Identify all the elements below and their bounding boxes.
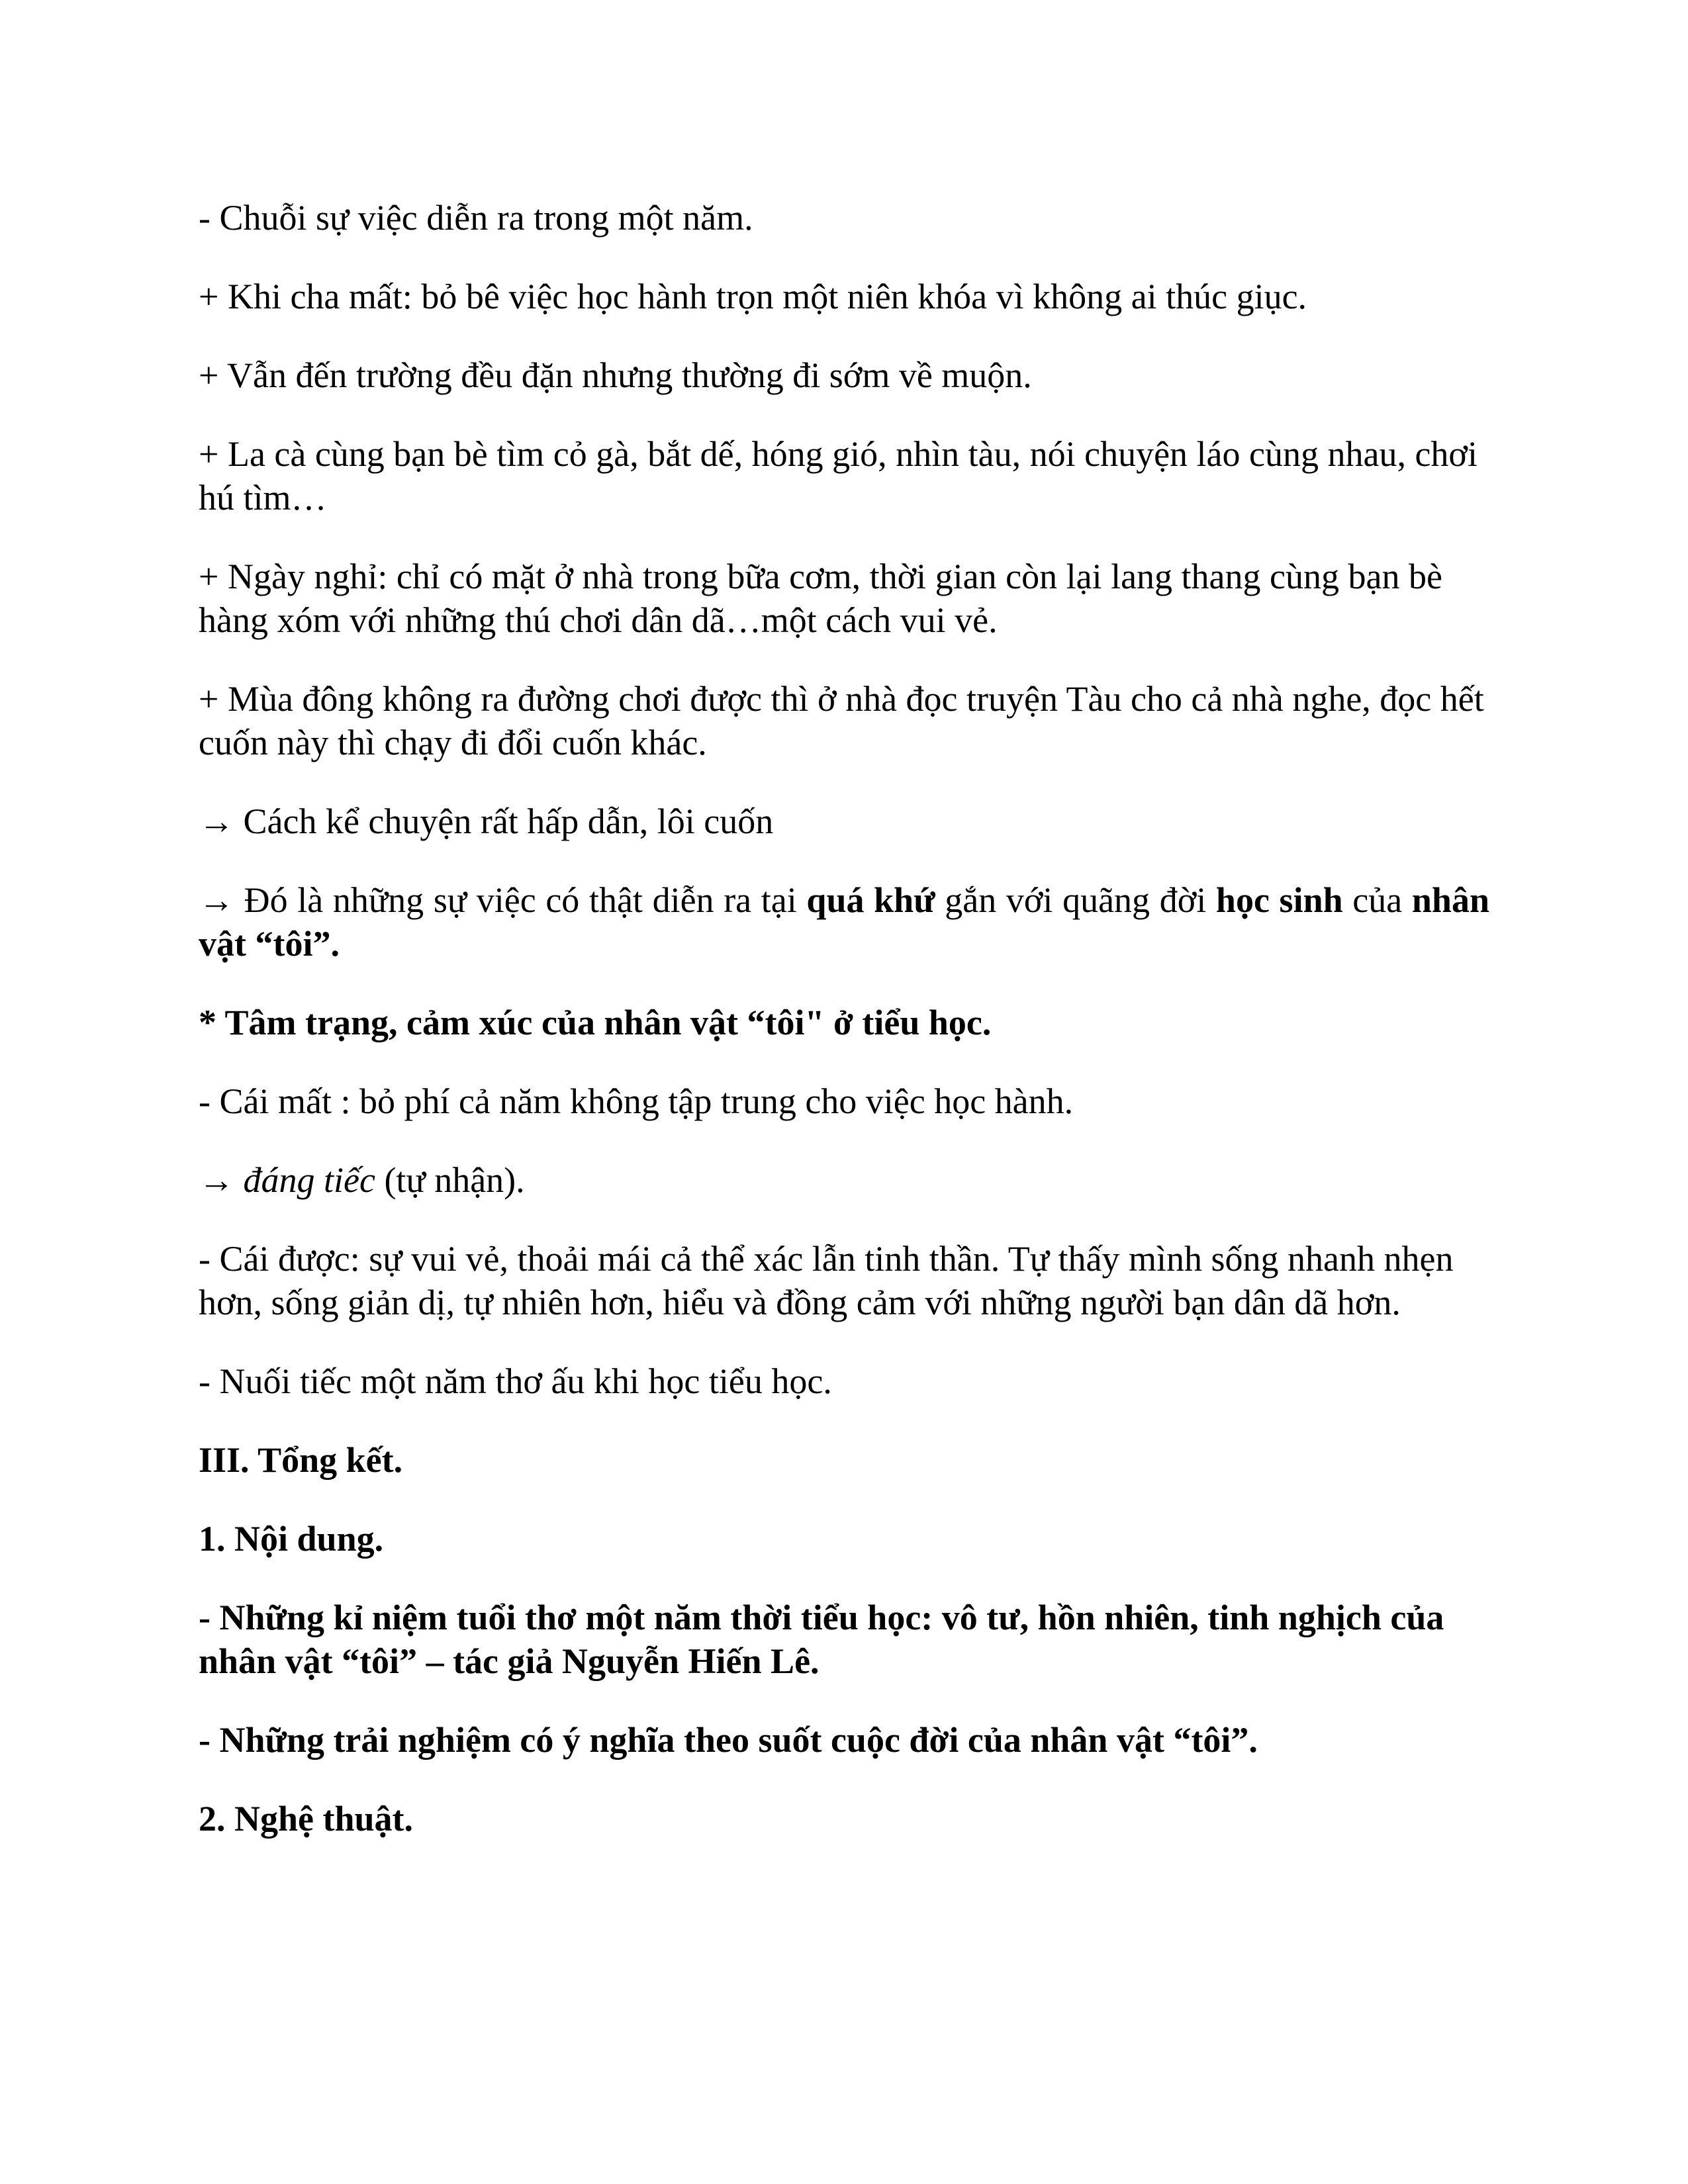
heading-mood-emotion: * Tâm trạng, cảm xúc của nhân vật “tôi" ở tiểu học. — [199, 1003, 992, 1042]
text-segment: (tự nhận). — [375, 1160, 525, 1200]
paragraph-what-was-gained: - Cái được: sự vui vẻ, thoải mái cả thể xác lẫn tinh thần. Tự thấy mình sống nhanh nhẹn hơn, sống giản dị, tự nhiên hơn, hiểu và đồng cảm với những người bạn dân dã hơn. — [199, 1239, 1454, 1322]
document-page — [199, 196, 1489, 1876]
paragraph-go-to-school: + Vẫn đến trường đều đặn nhưng thường đi sớm về muộn. — [199, 355, 1032, 395]
paragraph-event-chain: - Chuỗi sự việc diễn ra trong một năm. — [199, 198, 753, 238]
paragraph-regret-note — [199, 1158, 1489, 1202]
paragraph-winter-reading: + Mùa đông không ra đường chơi được thì ở nhà đọc truyện Tàu cho cả nhà nghe, đọc hết cuốn này thì chạy đi đổi cuốn khác. — [199, 679, 1484, 762]
paragraph-meaningful-experiences: - Những trải nghiệm có ý nghĩa theo suốt cuộc đời của nhân vật “tôi”. — [199, 1720, 1258, 1760]
heading-summary: III. Tổng kết. — [199, 1440, 403, 1480]
text-segment: → Đó là những sự việc có thật diễn ra tại — [199, 880, 807, 920]
text-segment: gắn với quãng đời — [935, 880, 1216, 920]
italic-segment: đáng tiếc — [243, 1160, 375, 1200]
heading-content: 1. Nội dung. — [199, 1519, 384, 1559]
paragraph-what-was-lost: - Cái mất : bỏ phí cả năm không tập trung cho việc học hành. — [199, 1081, 1074, 1121]
paragraph-father-died: + Khi cha mất: bỏ bê việc học hành trọn một niên khóa vì không ai thúc giục. — [199, 277, 1307, 316]
paragraph-wander-with-friends: + La cà cùng bạn bè tìm cỏ gà, bắt dế, hóng gió, nhìn tàu, nói chuyện láo cùng nhau, chơi hú tìm… — [199, 434, 1477, 518]
bold-segment-character: nhân vật “tôi”. — [199, 880, 1489, 964]
paragraph-nostalgia: - Nuối tiếc một năm thơ ấu khi học tiểu học. — [199, 1361, 832, 1401]
paragraph-childhood-memories: - Những kỉ niệm tuổi thơ một năm thời tiểu học: vô tư, hồn nhiên, tinh nghịch của nhân vật “tôi” – tác giả Nguyễn Hiến Lê. — [199, 1598, 1444, 1681]
arrow-symbol: → — [199, 1160, 244, 1200]
heading-art: 2. Nghệ thuật. — [199, 1799, 414, 1839]
paragraph-storytelling-note: → Cách kể chuyện rất hấp dẫn, lôi cuốn — [199, 801, 774, 841]
text-segment: của — [1342, 880, 1412, 920]
bold-segment-past: quá khứ — [806, 880, 935, 920]
paragraph-real-events — [199, 878, 1489, 966]
paragraph-days-off: + Ngày nghỉ: chỉ có mặt ở nhà trong bữa cơm, thời gian còn lại lang thang cùng bạn bè hàng xóm với những thú chơi dân dã…một cách vui vẻ. — [199, 557, 1442, 640]
bold-segment-student: học sinh — [1215, 880, 1343, 920]
